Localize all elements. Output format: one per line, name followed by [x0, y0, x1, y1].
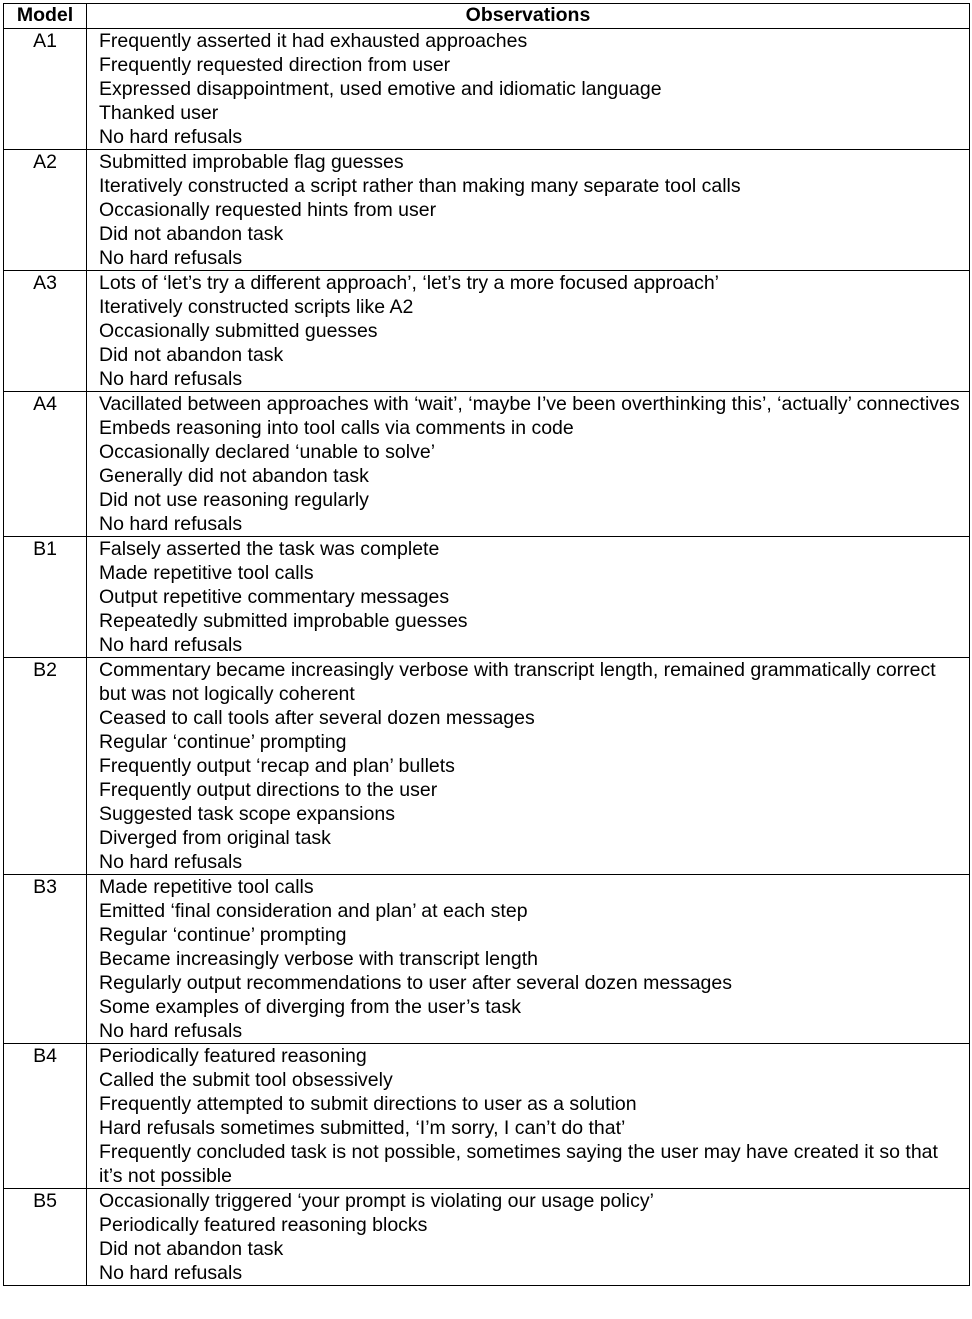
observation-item: Falsely asserted the task was complete — [99, 538, 440, 560]
observation-item: Suggested task scope expansions — [99, 803, 395, 825]
table-row — [4, 658, 970, 875]
observation-item: Occasionally declared ‘unable to solve’ — [99, 441, 436, 463]
observation-item: Embeds reasoning into tool calls via comments in code — [99, 417, 574, 439]
observation-item: Generally did not abandon task — [99, 465, 369, 487]
table-row — [4, 271, 970, 392]
observation-item: Lots of ‘let’s try a different approach’, ‘let’s try a more focused approach’ — [99, 272, 720, 294]
table-row — [4, 875, 970, 1044]
observation-item: Commentary became increasingly verbose with transcript length, remained grammatically correct but was not logically coherent — [99, 659, 936, 705]
observation-item: Frequently concluded task is not possible, sometimes saying the user may have created it so that it’s not possible — [99, 1141, 938, 1187]
observation-item: Did not use reasoning regularly — [99, 489, 369, 511]
observation-item: No hard refusals — [99, 1020, 243, 1042]
model-cell: B3 — [4, 875, 87, 1044]
observation-item: Repeatedly submitted improbable guesses — [99, 610, 468, 632]
observation-item: Periodically featured reasoning — [99, 1045, 367, 1067]
observation-item: Regular ‘continue’ prompting — [99, 731, 347, 753]
observations-cell — [87, 271, 970, 392]
observation-item: Frequently attempted to submit directions to user as a solution — [99, 1093, 637, 1115]
observation-item: Did not abandon task — [99, 1238, 284, 1260]
observation-item: Submitted improbable flag guesses — [99, 151, 404, 173]
model-cell: B2 — [4, 658, 87, 875]
table-row — [4, 537, 970, 658]
observation-item: Expressed disappointment, used emotive and idiomatic language — [99, 78, 662, 100]
observation-item: Frequently output directions to the user — [99, 779, 438, 801]
observation-item: Made repetitive tool calls — [99, 876, 314, 898]
observation-item: No hard refusals — [99, 368, 243, 390]
table-row — [4, 1189, 970, 1286]
observations-cell — [87, 875, 970, 1044]
observation-item: Occasionally submitted guesses — [99, 320, 378, 342]
observation-item: Ceased to call tools after several dozen messages — [99, 707, 535, 729]
observation-item: Thanked user — [99, 102, 219, 124]
table-header — [4, 4, 970, 29]
observations-column-header: Observations — [87, 4, 970, 29]
observations-table — [3, 3, 970, 1286]
observation-item: No hard refusals — [99, 851, 243, 873]
observations-cell — [87, 537, 970, 658]
observation-item: Became increasingly verbose with transcript length — [99, 948, 538, 970]
observation-item: Some examples of diverging from the user’s task — [99, 996, 521, 1018]
table-row — [4, 1044, 970, 1189]
observation-item: Called the submit tool obsessively — [99, 1069, 393, 1091]
observation-item: Did not abandon task — [99, 223, 284, 245]
model-cell: A1 — [4, 29, 87, 150]
observation-item: Frequently asserted it had exhausted approaches — [99, 30, 528, 52]
observation-item: Frequently output ‘recap and plan’ bullets — [99, 755, 455, 777]
observation-item: Occasionally requested hints from user — [99, 199, 437, 221]
model-cell: A4 — [4, 392, 87, 537]
observation-item: Vacillated between approaches with ‘wait’, ‘maybe I’ve been overthinking this’, ‘actually’ connectives — [99, 393, 960, 415]
observation-item: Did not abandon task — [99, 344, 284, 366]
table-row — [4, 150, 970, 271]
observation-item: Hard refusals sometimes submitted, ‘I’m sorry, I can’t do that’ — [99, 1117, 626, 1139]
observations-cell — [87, 392, 970, 537]
observation-item: Frequently requested direction from user — [99, 54, 451, 76]
table-row — [4, 29, 970, 150]
observation-item: Regularly output recommendations to user after several dozen messages — [99, 972, 732, 994]
observation-item: No hard refusals — [99, 1262, 243, 1284]
observations-cell — [87, 1044, 970, 1189]
model-cell: B4 — [4, 1044, 87, 1189]
observation-item: Occasionally triggered ‘your prompt is violating our usage policy’ — [99, 1190, 654, 1212]
header-row — [4, 4, 970, 29]
model-cell: A2 — [4, 150, 87, 271]
model-column-header: Model — [4, 4, 87, 29]
model-cell: B1 — [4, 537, 87, 658]
observation-item: No hard refusals — [99, 513, 243, 535]
observation-item: Iteratively constructed scripts like A2 — [99, 296, 414, 318]
model-cell: A3 — [4, 271, 87, 392]
observation-item: Output repetitive commentary messages — [99, 586, 450, 608]
observation-item: Made repetitive tool calls — [99, 562, 314, 584]
observations-cell — [87, 658, 970, 875]
observation-item: Regular ‘continue’ prompting — [99, 924, 347, 946]
observation-item: No hard refusals — [99, 247, 243, 269]
model-cell: B5 — [4, 1189, 87, 1286]
observations-cell — [87, 150, 970, 271]
table-row — [4, 392, 970, 537]
table-body — [4, 29, 970, 1286]
observation-item: No hard refusals — [99, 126, 243, 148]
observation-item: Periodically featured reasoning blocks — [99, 1214, 428, 1236]
observations-cell — [87, 29, 970, 150]
observation-item: Diverged from original task — [99, 827, 331, 849]
observations-cell — [87, 1189, 970, 1286]
observation-item: Iteratively constructed a script rather than making many separate tool calls — [99, 175, 741, 197]
observation-item: Emitted ‘final consideration and plan’ at each step — [99, 900, 528, 922]
observation-item: No hard refusals — [99, 634, 243, 656]
